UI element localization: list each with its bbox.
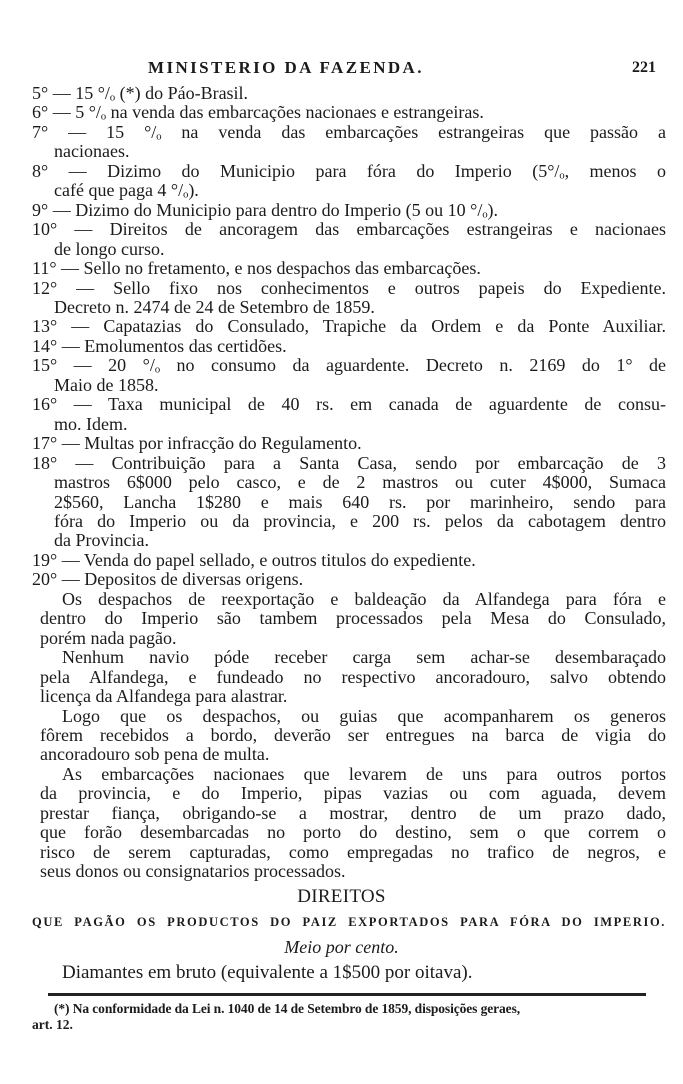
text-line: 18° — Contribuição para a Santa Casa, sendo por embarcação de 3 [32, 452, 666, 473]
text-line: 2$560, Lancha 1$280 e mais 640 rs. por marinheiro, sendo para [54, 491, 666, 512]
text-line: 6° — 5 °/ₒ na venda das embarcações nacionaes e estrangeiras. [32, 102, 484, 123]
text-line: As embarcações nacionaes que levarem de uns para outros portos [62, 763, 666, 784]
text-line: porém nada pagão. [40, 627, 177, 648]
text-line: Maio de 1858. [54, 374, 159, 395]
text-line: risco de serem capturadas, como empregadas no trafico de negros, e [40, 841, 666, 862]
text-line: 16° — Taxa municipal de 40 rs. em canada de aguardente de consu- [32, 394, 666, 415]
text-line: 5° — 15 °/ₒ (*) do Páo-Brasil. [32, 83, 249, 103]
text-line: de longo curso. [54, 238, 165, 259]
section-rate: Meio por cento. [284, 937, 399, 957]
text-line: café que paga 4 °/ₒ). [54, 180, 199, 201]
text-line: ancoradouro sob pena de multa. [40, 744, 270, 765]
text-line: 10° — Direitos de ancoragem das embarcações estrangeiras e nacionaes [32, 219, 666, 240]
text-line: da Provincia. [54, 530, 149, 551]
section-item: Diamantes em bruto (equivalente a 1$500 por oitava). [62, 962, 473, 983]
text-line: 7° — 15 °/ₒ na venda das embarcações estrangeiras que passão a [32, 121, 666, 142]
text-line: Nenhum navio póde receber carga sem achar-se desembaraçado [62, 647, 666, 668]
text-line: 11° — Sello no fretamento, e nos despachos das embarcações. [32, 258, 481, 279]
text-line: prestar fiança, obrigando-se a mostrar, dentro de um prazo dado, [40, 802, 666, 823]
text-line: nacionaes. [54, 141, 130, 162]
text-line: dentro do Imperio são tambem processados pela Mesa do Consulado, [40, 608, 666, 629]
footnote-divider [48, 993, 646, 996]
text-line: que forão desembarcadas no porto do destino, sem o que correm o [40, 822, 666, 843]
text-line: Decreto n. 2474 de 24 de Setembro de 1859. [54, 296, 375, 317]
text-line: 19° — Venda do papel sellado, e outros titulos do expediente. [32, 549, 476, 570]
text-line: 8° — Dizimo do Municipio para fóra do Imperio (5°/ₒ, menos o [32, 160, 666, 181]
text-line: 15° — 20 °/ₒ no consumo da aguardente. Decreto n. 2169 do 1° de [32, 355, 666, 376]
text-line: Os despachos de reexportação e baldeação da Alfandega para fóra e [62, 588, 666, 609]
running-header [0, 58, 683, 82]
text-line: 20° — Depositos de diversas origens. [32, 569, 304, 590]
text-line: 14° — Emolumentos das certidões. [32, 335, 287, 356]
section-subtitle: QUE PAGÃO OS PRODUCTOS DO PAIZ EXPORTADOS PARA FÓRA DO IMPERIO. [32, 915, 666, 929]
footnote-line: (*) Na conformidade da Lei n. 1040 de 14 de Setembro de 1859, disposições geraes, [54, 1001, 521, 1016]
text-line: fôrem recebidos a bordo, deverão ser entregues na barca de vigia do [40, 724, 666, 745]
section-title: DIREITOS [297, 886, 386, 907]
page-number: 221 [632, 59, 656, 76]
footnote-line: art. 12. [32, 1016, 73, 1032]
text-line: 17° — Multas por infracção do Regulamento. [32, 433, 362, 454]
running-title: MINISTERIO DA FAZENDA. [148, 58, 424, 77]
text-line: mo. Idem. [54, 413, 128, 434]
text-line: pela Alfandega, e fundeado no respectivo ancoradouro, salvo obtendo [40, 666, 666, 687]
text-line: 12° — Sello fixo nos conhecimentos e outros papeis do Expediente. [32, 277, 666, 298]
text-line: 9° — Dizimo do Municipio para dentro do Imperio (5 ou 10 °/ₒ). [32, 199, 498, 220]
text-line: 13° — Capatazias do Consulado, Trapiche da Ordem e da Ponte Auxiliar. [32, 316, 666, 337]
text-line: da provincia, e do Imperio, pipas vazias ou com aguada, devem [40, 783, 666, 804]
text-line: fóra do Imperio ou da provincia, e 200 rs. pelos da cabotagem dentro [54, 510, 666, 531]
text-line: seus donos ou consignatarios processados. [40, 861, 346, 882]
text-line: Logo que os despachos, ou guias que acompanharem os generos [62, 705, 666, 726]
body-text [32, 84, 666, 882]
text-line: licença da Alfandega para alastrar. [40, 686, 288, 707]
footnote [32, 1001, 668, 1032]
text-line: mastros 6$000 pelo casco, e de 2 mastros ou cuter 4$000, Sumaca [54, 472, 666, 493]
